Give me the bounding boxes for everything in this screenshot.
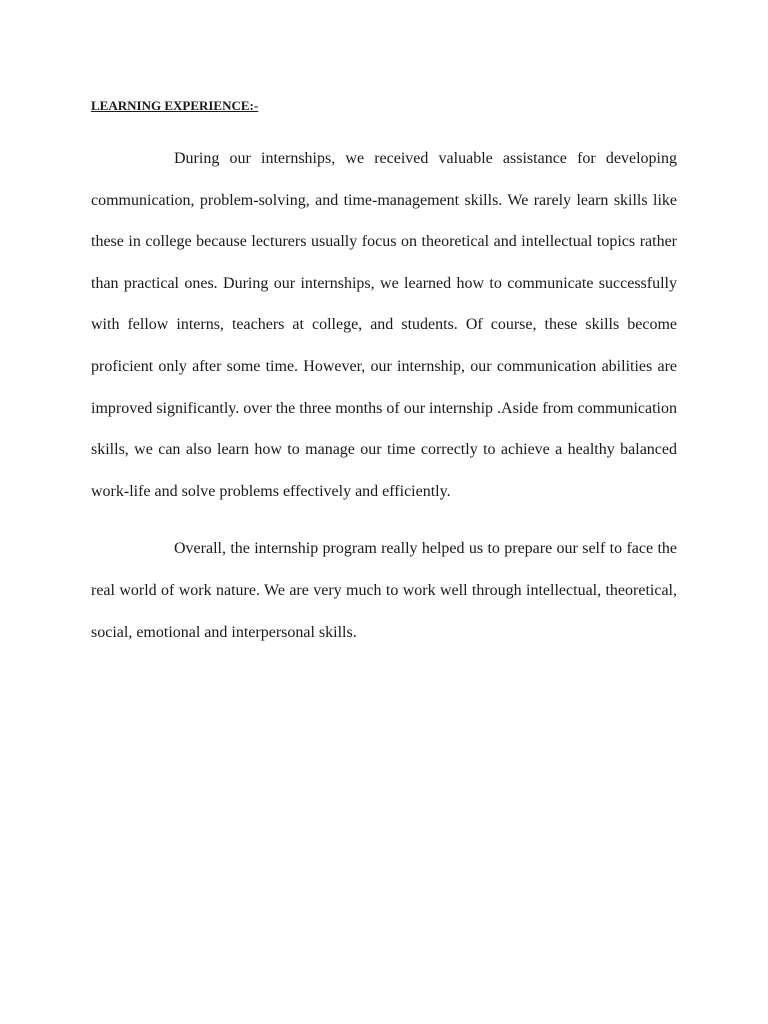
paragraph-learning-experience: During our internships, we received valuable assistance for developing communication, problem-solving, and time-management skills. We rarely learn skills like these in college because lecturers usually focus on theoretical and intellectual topics rather than practical ones. During our internships, we learned how to communicate successfully with fellow interns, teachers at college, and students. Of course, these skills become proficient only after some time. However, our internship, our communication abilities are improved significantly. over the three months of our internship .Aside from communication skills, we can also learn how to manage our time correctly to achieve a healthy balanced work-life and solve problems effectively and efficiently. (91, 150, 677, 500)
document-body (91, 96, 677, 669)
section-heading: LEARNING EXPERIENCE:- (91, 98, 259, 113)
paragraph-overall: Overall, the internship program really helped us to prepare our self to face the real world of work nature. We are very much to work well through intellectual, theoretical, social, emotional and interpersonal skills. (91, 540, 677, 641)
